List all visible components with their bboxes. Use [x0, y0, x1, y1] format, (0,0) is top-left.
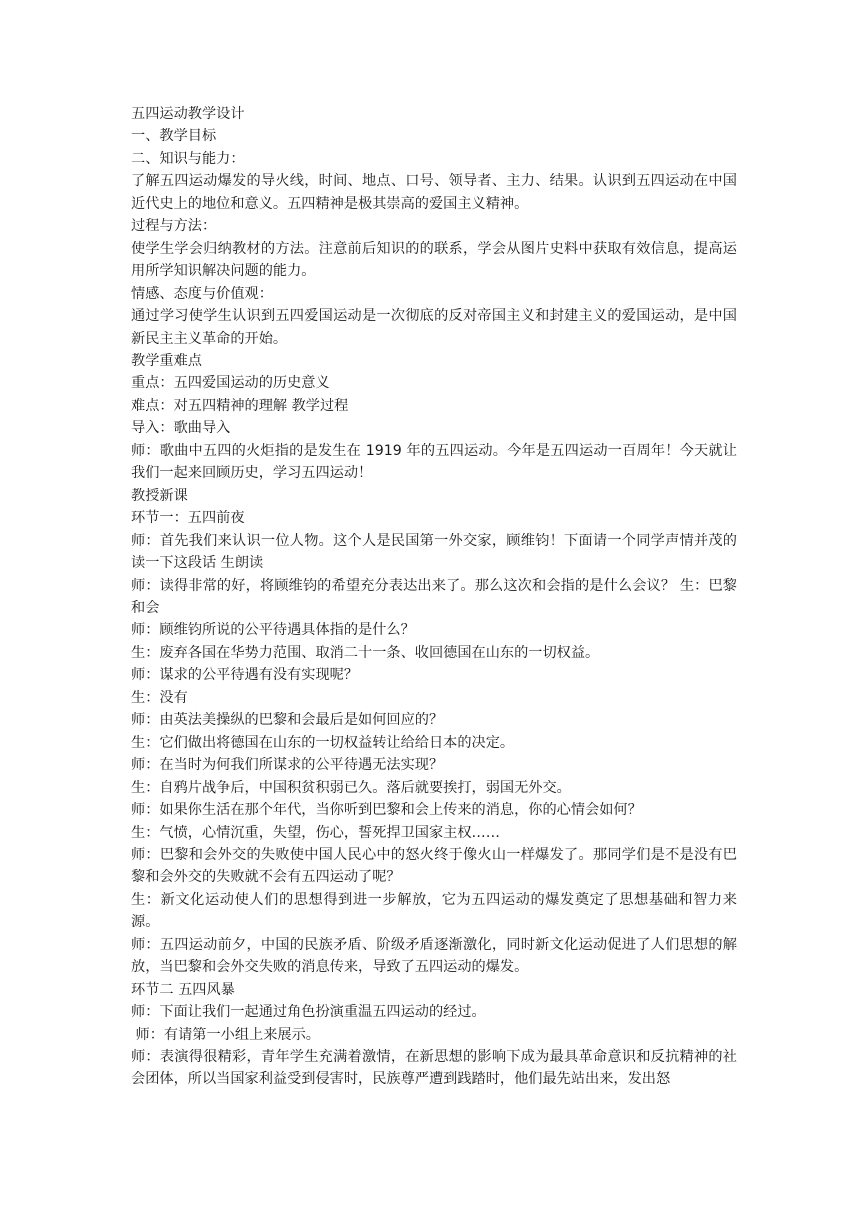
- paragraph: 导入：歌曲导入: [131, 420, 231, 437]
- dialogue-line: 师：如果你生活在那个年代，当你听到巴黎和会上传来的消息，你的心情会如何？: [131, 802, 642, 819]
- paragraph: 使学生学会归纳教材的方法。注意前后知识的的联系，学会从图片史料中获取有效信息，提高运用所学知识解决问题的能力。: [131, 240, 737, 280]
- dialogue-line: 生：它们做出将德国在山东的一切权益转让给给日本的决定。: [131, 734, 515, 751]
- dialogue-line: 生：废弃各国在华势力范围、取消二十一条、收回德国在山东的一切权益。: [131, 644, 600, 661]
- dialogue-line: 师：五四运动前夕，中国的民族矛盾、阶级矛盾逐渐激化，同时新文化运动促进了人们思想的解放，当巴黎和会外交失败的消息传来，导致了五四运动的爆发。: [131, 936, 737, 976]
- dialogue-line: 生：气愤，心情沉重，失望，伤心，誓死捍卫国家主权……: [131, 824, 500, 841]
- dialogue-line: 生：没有: [131, 689, 188, 706]
- section-heading: 二、知识与能力：: [131, 150, 245, 167]
- dialogue-line: 师：在当时为何我们所谋求的公平待遇无法实现？: [131, 757, 444, 774]
- dialogue-line: 师：下面让我们一起通过角色扮演重温五四运动的经过。: [131, 1004, 486, 1021]
- paragraph: 通过学习使学生认识到五四爱国运动是一次彻底的反对帝国主义和封建主义的爱国运动，是中国新民主主义革命的开始。: [131, 308, 737, 347]
- document-title: 五四运动教学设计: [131, 106, 245, 122]
- dialogue-line: 师：谋求的公平待遇有没有实现呢？: [131, 667, 359, 684]
- dialogue-line: 师：首先我们来认识一位人物。这个人是民国第一外交家，顾维钧！下面请一个同学声情并茂的读一下这段话 生朗读: [131, 532, 737, 572]
- dialogue-line: 师：巴黎和会外交的失败使中国人民心中的怒火终于像火山一样爆发了。那同学们是不是没有巴黎和会外交的失败就不会有五四运动了呢？: [131, 846, 737, 886]
- section-heading: 环节二 五四风暴: [131, 981, 235, 998]
- section-heading: 教授新课: [131, 487, 188, 504]
- paragraph: 重点：五四爱国运动的历史意义: [131, 375, 330, 392]
- section-heading: 情感、态度与价值观：: [131, 285, 273, 302]
- dialogue-line: 生：自鸦片战争后，中国积贫积弱已久。落后就要挨打，弱国无外交。: [131, 779, 571, 796]
- dialogue-line: 师：顾维钧所说的公平待遇具体指的是什么？: [131, 622, 415, 639]
- section-heading: 过程与方法：: [131, 218, 217, 235]
- paragraph: 了解五四运动爆发的导火线，时间、地点、口号、领导者、主力、结果。认识到五四运动在中国近代史上的地位和意义。五四精神是极其崇高的爱国主义精神。: [131, 173, 737, 212]
- section-heading: 教学重难点: [131, 352, 202, 369]
- dialogue-line: 师：由英法美操纵的巴黎和会最后是如何回应的？: [131, 712, 444, 729]
- dialogue-line: 师：有请第一小组上来展示。: [131, 1026, 320, 1043]
- section-heading: 环节一：五四前夜: [131, 510, 245, 527]
- dialogue-line: 师：歌曲中五四的火炬指的是发生在 1919 年的五四运动。今年是五四运动一百周年！今天就让我们一起来回顾历史，学习五四运动！: [131, 442, 737, 482]
- dialogue-line: 师：表演得很精彩，青年学生充满着激情，在新思想的影响下成为最具革命意识和反抗精神的社会团体，所以当国家利益受到侵害时，民族尊严遭到践踏时，他们最先站出来，发出怒: [131, 1049, 737, 1088]
- dialogue-line: 师：读得非常的好，将顾维钧的希望充分表达出来了。那么这次和会指的是什么会议？ 生：巴黎和会: [131, 577, 737, 616]
- document-page: [131, 103, 737, 1091]
- section-heading: 一、教学目标: [131, 128, 217, 145]
- dialogue-line: 生：新文化运动使人们的思想得到进一步解放，它为五四运动的爆发奠定了思想基础和智力来源。: [131, 891, 737, 931]
- paragraph: 难点：对五四精神的理解 教学过程: [131, 397, 349, 414]
